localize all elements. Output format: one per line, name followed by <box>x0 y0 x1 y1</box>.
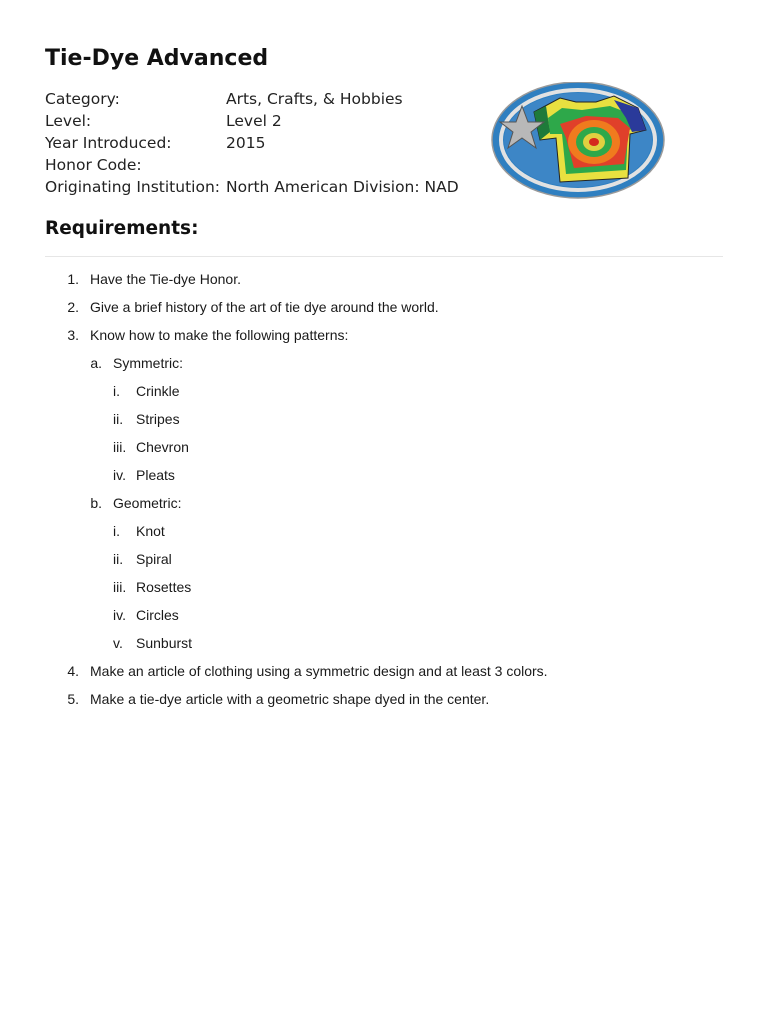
sub-sub-list-item <box>45 629 735 657</box>
list-marker: 1. <box>67 271 79 287</box>
list-item-text: Chevron <box>136 439 189 455</box>
info-label: Category: <box>45 90 120 108</box>
info-value: North American Division: NAD <box>226 178 459 196</box>
honor-patch-icon <box>490 82 666 202</box>
info-value: Arts, Crafts, & Hobbies <box>226 90 403 108</box>
sub-sub-list-item <box>45 461 735 489</box>
list-marker: 3. <box>67 327 79 343</box>
list-item-text: Stripes <box>136 411 180 427</box>
list-marker: b. <box>90 495 102 511</box>
info-row-year <box>45 132 459 154</box>
list-marker: a. <box>90 355 102 371</box>
list-marker: ii. <box>113 411 124 427</box>
requirements-list <box>45 265 735 713</box>
list-item <box>45 265 735 293</box>
list-marker: 4. <box>67 663 79 679</box>
section-divider <box>45 256 723 257</box>
requirements-heading: Requirements: <box>45 218 199 239</box>
sub-sub-list-item <box>45 517 735 545</box>
list-item <box>45 293 735 321</box>
info-row-category <box>45 88 459 110</box>
page-title: Tie-Dye Advanced <box>45 46 269 71</box>
list-marker: v. <box>113 635 123 651</box>
info-label: Level: <box>45 112 92 130</box>
sub-list-item <box>45 489 735 517</box>
info-label: Originating Institution: <box>45 178 220 196</box>
list-item-text: Give a brief history of the art of tie dye around the world. <box>90 299 439 315</box>
list-item-text: Circles <box>136 607 179 623</box>
list-item-text: Have the Tie-dye Honor. <box>90 271 241 287</box>
list-item-text: Crinkle <box>136 383 180 399</box>
list-item-text: Know how to make the following patterns: <box>90 327 349 343</box>
list-item <box>45 685 735 713</box>
info-label: Year Introduced: <box>45 134 172 152</box>
sub-sub-list-item <box>45 573 735 601</box>
list-item <box>45 321 735 349</box>
info-value: Level 2 <box>226 112 282 130</box>
sub-sub-list-item <box>45 545 735 573</box>
info-value: 2015 <box>226 134 266 152</box>
sub-sub-list-item <box>45 601 735 629</box>
list-marker: ii. <box>113 551 124 567</box>
sub-sub-list-item <box>45 433 735 461</box>
list-item-text: Symmetric: <box>113 355 183 371</box>
list-item-text: Rosettes <box>136 579 192 595</box>
sub-sub-list-item <box>45 405 735 433</box>
list-marker: iv. <box>113 607 126 623</box>
list-item-text: Pleats <box>136 467 175 483</box>
list-marker: iii. <box>113 579 127 595</box>
list-item-text: Make an article of clothing using a symmetric design and at least 3 colors. <box>90 663 548 679</box>
sub-sub-list-item <box>45 377 735 405</box>
info-row-institution <box>45 176 459 198</box>
honor-info-table <box>45 88 459 198</box>
sub-list-item <box>45 349 735 377</box>
list-marker: iv. <box>113 467 126 483</box>
list-item <box>45 657 735 685</box>
list-item-text: Knot <box>136 523 165 539</box>
info-row-level <box>45 110 459 132</box>
list-item-text: Sunburst <box>136 635 193 651</box>
list-marker: iii. <box>113 439 127 455</box>
list-marker: i. <box>113 523 120 539</box>
list-item-text: Spiral <box>136 551 172 567</box>
info-row-honor-code <box>45 154 459 176</box>
list-marker: 5. <box>67 691 79 707</box>
list-item-text: Geometric: <box>113 495 182 511</box>
list-item-text: Make a tie-dye article with a geometric shape dyed in the center. <box>90 691 490 707</box>
list-marker: 2. <box>67 299 79 315</box>
info-label: Honor Code: <box>45 156 142 174</box>
list-marker: i. <box>113 383 120 399</box>
